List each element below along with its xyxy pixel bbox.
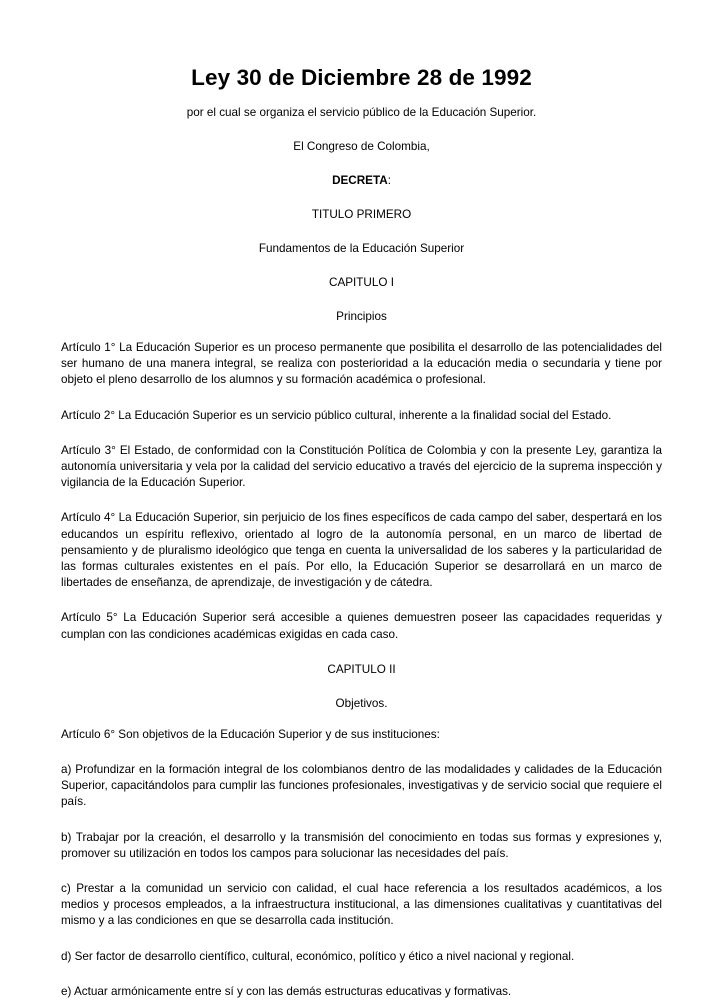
objective-d: d) Ser factor de desarrollo científico, cultural, económico, político y ético a nivel nacional y regional. [61,949,575,963]
article-1: Artículo 1° La Educación Superior es un proceso permanente que posibilita el desarrollo de las potencialidades del ser humano de una manera integral, se realiza con posterioridad a la educación media o secundaria y tiene por objeto el pleno desarrollo de los alumnos y su formación académica o profesional. [61,341,662,387]
article-3: Artículo 3° El Estado, de conformidad con la Constitución Política de Colombia y con la presente Ley, garantiza la autonomía universitaria y vela por la calidad del servicio educativo a través del ejercicio de la suprema inspección y vigilancia de la Educación Superior. [61,443,662,490]
capitulo-1-name: Principios [336,310,387,323]
objective-a: a) Profundizar en la formación integral de los colombianos dentro de las modalidades y calidades de la Educación Superior, capacitándolos para cumplir las funciones profesionales, investigativas y de servicio social que requiere el país. [61,763,662,809]
objective-c: c) Prestar a la comunidad un servicio con calidad, el cual hace referencia a los resultados académicos, a los medios y procesos empleados, a la infraestructura institucional, a las dimensiones cualitativas y cuantitativas del mismo y a las condiciones en que se desarrolla cada institución. [61,882,662,928]
decreta-line [61,173,662,188]
capitulo-2-name: Objetivos. [335,696,388,710]
capitulo-1-heading: CAPITULO I [329,276,394,289]
article-5: Artículo 5° La Educación Superior será accesible a quienes demuestren poseer las capacidades requeridas y cumplan con las condiciones académicas exigidas en cada caso. [61,611,662,641]
objective-e: e) Actuar armónicamente entre sí y con las demás estructuras educativas y formativas. [61,984,512,998]
titulo-name: Fundamentos de la Educación Superior [258,242,465,255]
objective-b: b) Trabajar por la creación, el desarrollo y la transmisión del conocimiento en todas sus formas y expresiones y, promover su utilización en todos los campos para solucionar las necesidades del país. [61,830,662,860]
decreta-colon: : [387,174,391,187]
law-subtitle: por el cual se organiza el servicio público de la Educación Superior. [186,106,537,119]
article-2: Artículo 2° La Educación Superior es un servicio público cultural, inherente a la finalidad social del Estado. [61,408,612,422]
article-4: Artículo 4° La Educación Superior, sin perjuicio de los fines específicos de cada campo del saber, despertará en los educandos un espíritu reflexivo, orientado al logro de la autonomía personal, en un marco de libertad de pensamiento y de pluralismo ideológico que tenga en cuenta la universalidad de los saberes y la particularidad de las formas culturales existentes en el país. Por ello, la Educación Superior se desarrollará en un marco de libertades de enseñanza, de aprendizaje, de investigación y de cátedra. [61,511,662,590]
document-page [61,64,662,1000]
capitulo-2-heading: CAPITULO II [327,662,396,676]
decreta-word: DECRETA [332,174,388,187]
congress-line: El Congreso de Colombia, [293,140,430,153]
law-title: Ley 30 de Diciembre 28 de 1992 [191,65,532,90]
article-6: Artículo 6° Son objetivos de la Educación Superior y de sus instituciones: [61,727,440,741]
titulo-heading: TITULO PRIMERO [311,208,412,221]
